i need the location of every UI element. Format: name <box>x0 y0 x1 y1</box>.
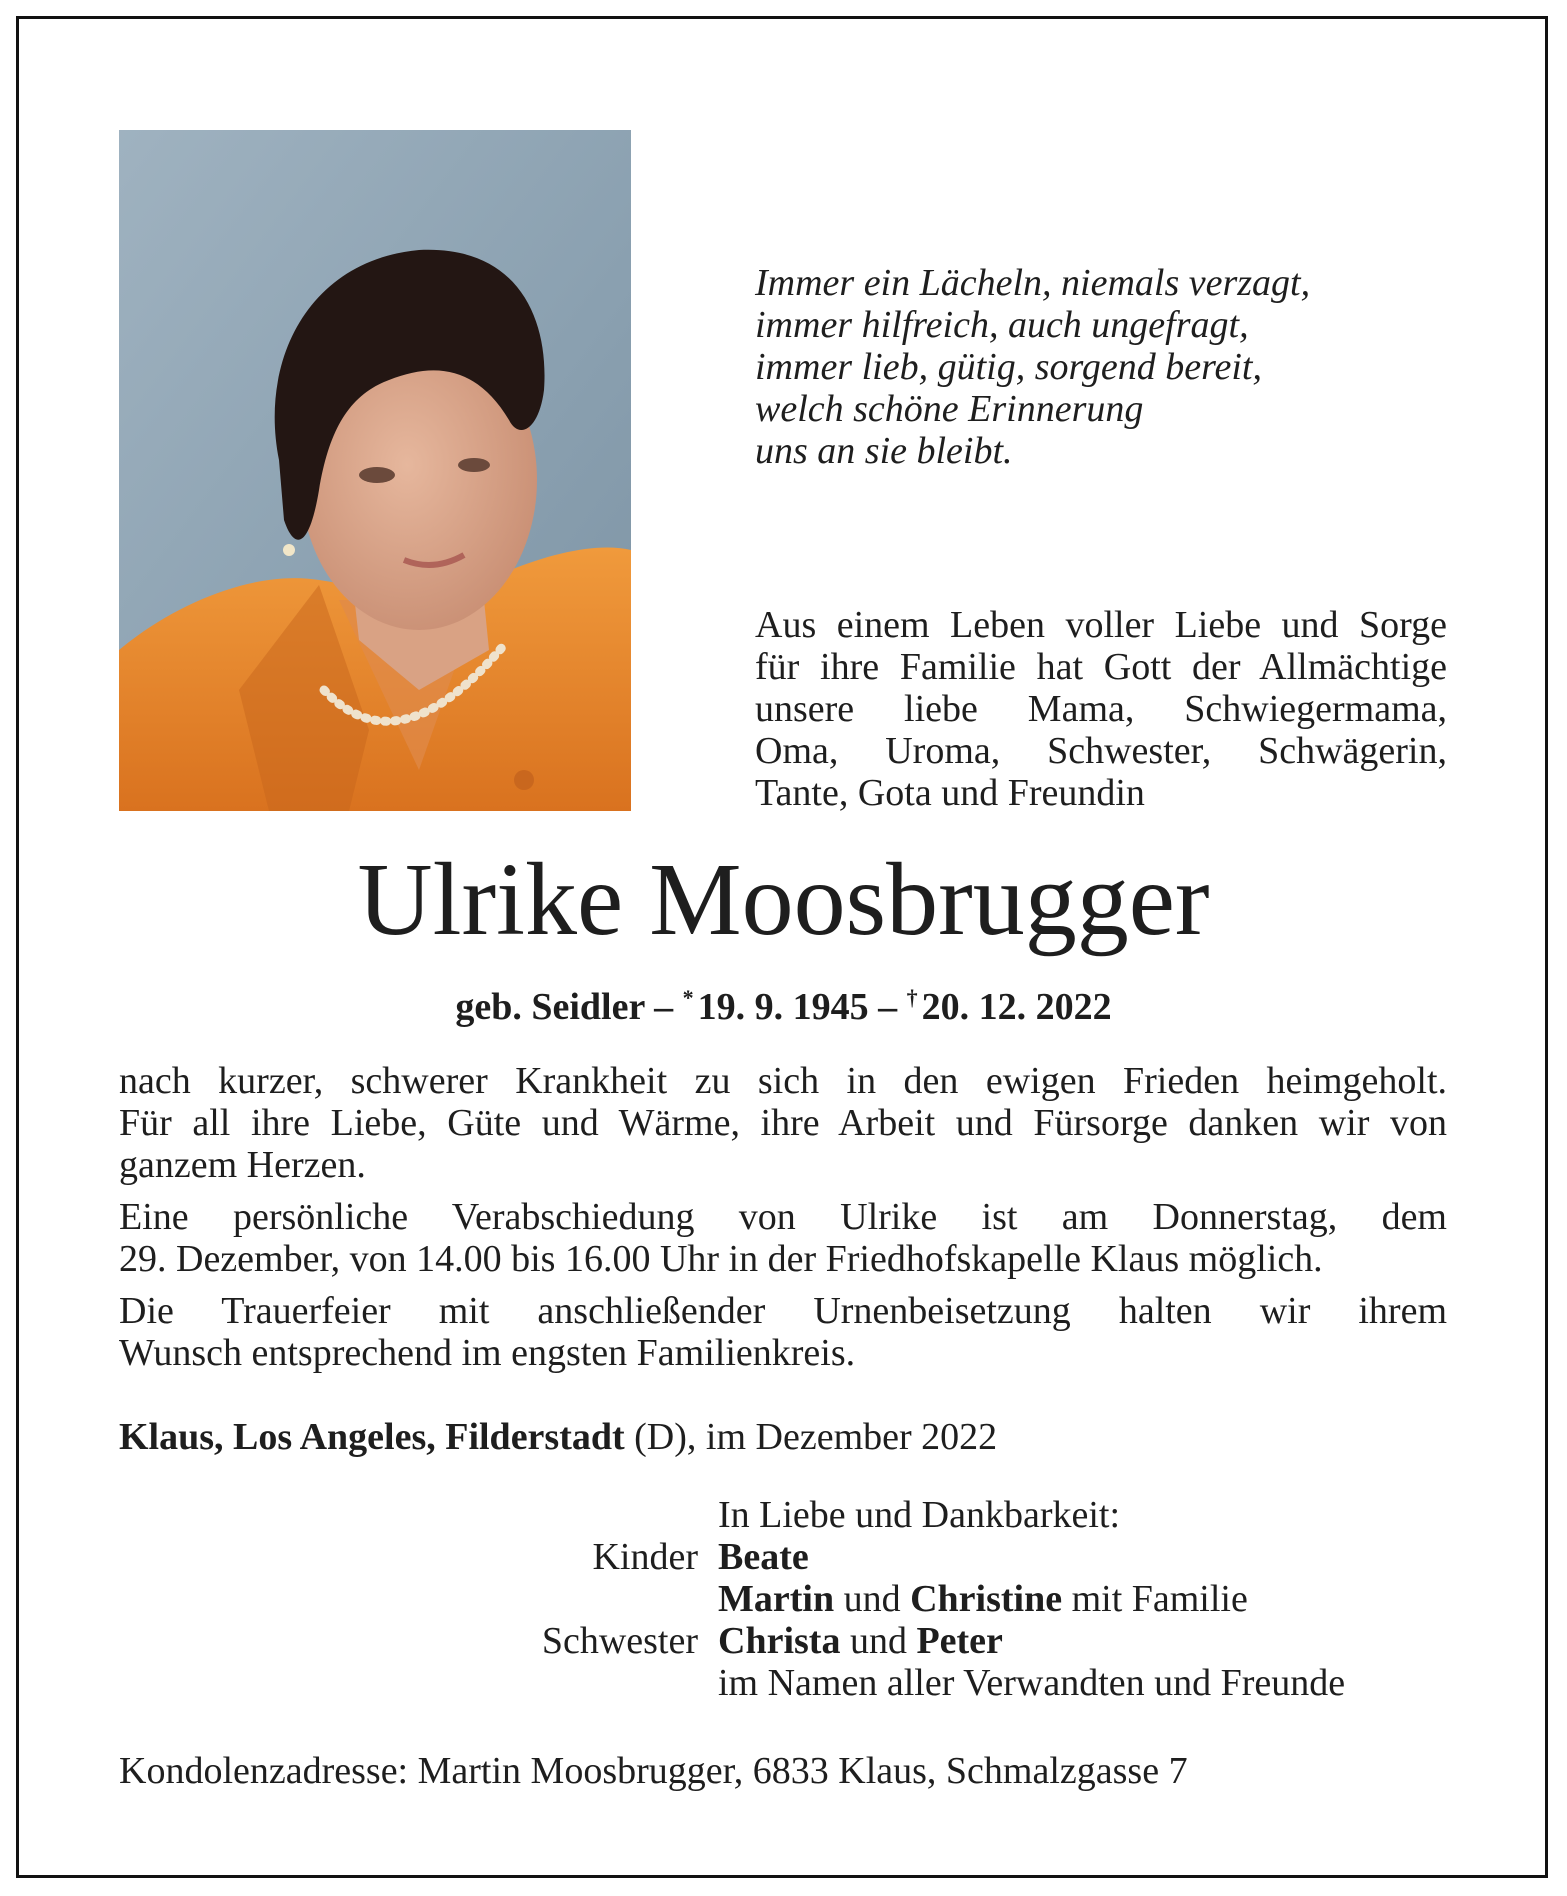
intro-line: für ihre Familie hat Gott der Allmächtige <box>755 646 1447 688</box>
text-line: ganzem Herzen. <box>119 1144 366 1186</box>
intro-line: Tante, Gota und Freundin <box>755 772 1145 814</box>
role-empty <box>440 1494 718 1536</box>
deceased-name: Ulrike Moosbrugger <box>357 842 1210 957</box>
conjunction: und <box>834 1578 911 1620</box>
partner-name: Christine <box>910 1578 1063 1620</box>
signature-heading: In Liebe und Dankbarkeit: <box>718 1494 1121 1536</box>
child-name: Martin <box>718 1578 835 1620</box>
text-line: Wunsch entsprechend im engsten Familienkreis. <box>119 1332 856 1374</box>
poem-line: immer hilfreich, auch ungefragt, <box>755 304 1249 346</box>
text-line: Eine persönliche Verabschiedung von Ulrike ist am Donnerstag, dem <box>119 1196 1447 1238</box>
text-line: 29. Dezember, von 14.00 bis 16.00 Uhr in der Friedhofskapelle Klaus möglich. <box>119 1238 1323 1280</box>
place-date-line <box>119 1416 997 1458</box>
partner-name: Peter <box>916 1620 1003 1662</box>
signature-block <box>440 1494 1440 1704</box>
family-note: mit Familie <box>1062 1578 1248 1620</box>
intro-text <box>755 604 1447 814</box>
separator: – <box>878 986 898 1028</box>
poem-line: welch schöne Erinnerung <box>755 388 1144 430</box>
intro-line: Aus einem Leben voller Liebe und Sorge <box>755 604 1447 646</box>
poem <box>755 262 1475 472</box>
separator: – <box>654 986 674 1028</box>
birth-date: 19. 9. 1945 <box>697 986 869 1028</box>
poem-line: uns an sie bleibt. <box>755 430 1013 472</box>
poem-line: Immer ein Lächeln, niemals verzagt, <box>755 262 1311 304</box>
role-empty <box>440 1578 718 1620</box>
place-suffix: (D), im Dezember 2022 <box>624 1416 998 1458</box>
role-empty <box>440 1662 718 1704</box>
life-dates <box>0 975 1567 1030</box>
child-name: Beate <box>718 1536 809 1578</box>
condolence-address: Kondolenzadresse: Martin Moosbrugger, 6833 Klaus, Schmalzgasse 7 <box>119 1750 1188 1792</box>
role-schwester: Schwester <box>541 1620 698 1662</box>
closing-line: im Namen aller Verwandten und Freunde <box>718 1662 1346 1704</box>
conjunction: und <box>840 1620 917 1662</box>
poem-line: immer lieb, gütig, sorgend bereit, <box>755 346 1262 388</box>
text-line: nach kurzer, schwerer Krankheit zu sich in den ewigen Frieden heimgeholt. <box>119 1060 1447 1102</box>
role-kinder: Kinder <box>592 1536 698 1578</box>
intro-line: unsere liebe Mama, Schwiegermama, <box>755 688 1447 730</box>
maiden-name: geb. Seidler <box>455 986 645 1028</box>
paragraph <box>119 1060 1447 1186</box>
sister-name: Christa <box>718 1620 841 1662</box>
birth-symbol: * <box>682 985 694 1010</box>
death-symbol: † <box>906 985 918 1010</box>
death-date: 20. 12. 2022 <box>921 986 1112 1028</box>
text-line: Die Trauerfeier mit anschließender Urnenbeisetzung halten wir ihrem <box>119 1290 1447 1332</box>
paragraph <box>119 1196 1447 1280</box>
paragraph <box>119 1290 1447 1374</box>
places: Klaus, Los Angeles, Filderstadt <box>119 1416 625 1458</box>
text-line: Für all ihre Liebe, Güte und Wärme, ihre Arbeit und Fürsorge danken wir von <box>119 1102 1447 1144</box>
announcement-body <box>119 1060 1447 1384</box>
intro-line: Oma, Uroma, Schwester, Schwägerin, <box>755 730 1447 772</box>
portrait-photo <box>119 130 631 811</box>
